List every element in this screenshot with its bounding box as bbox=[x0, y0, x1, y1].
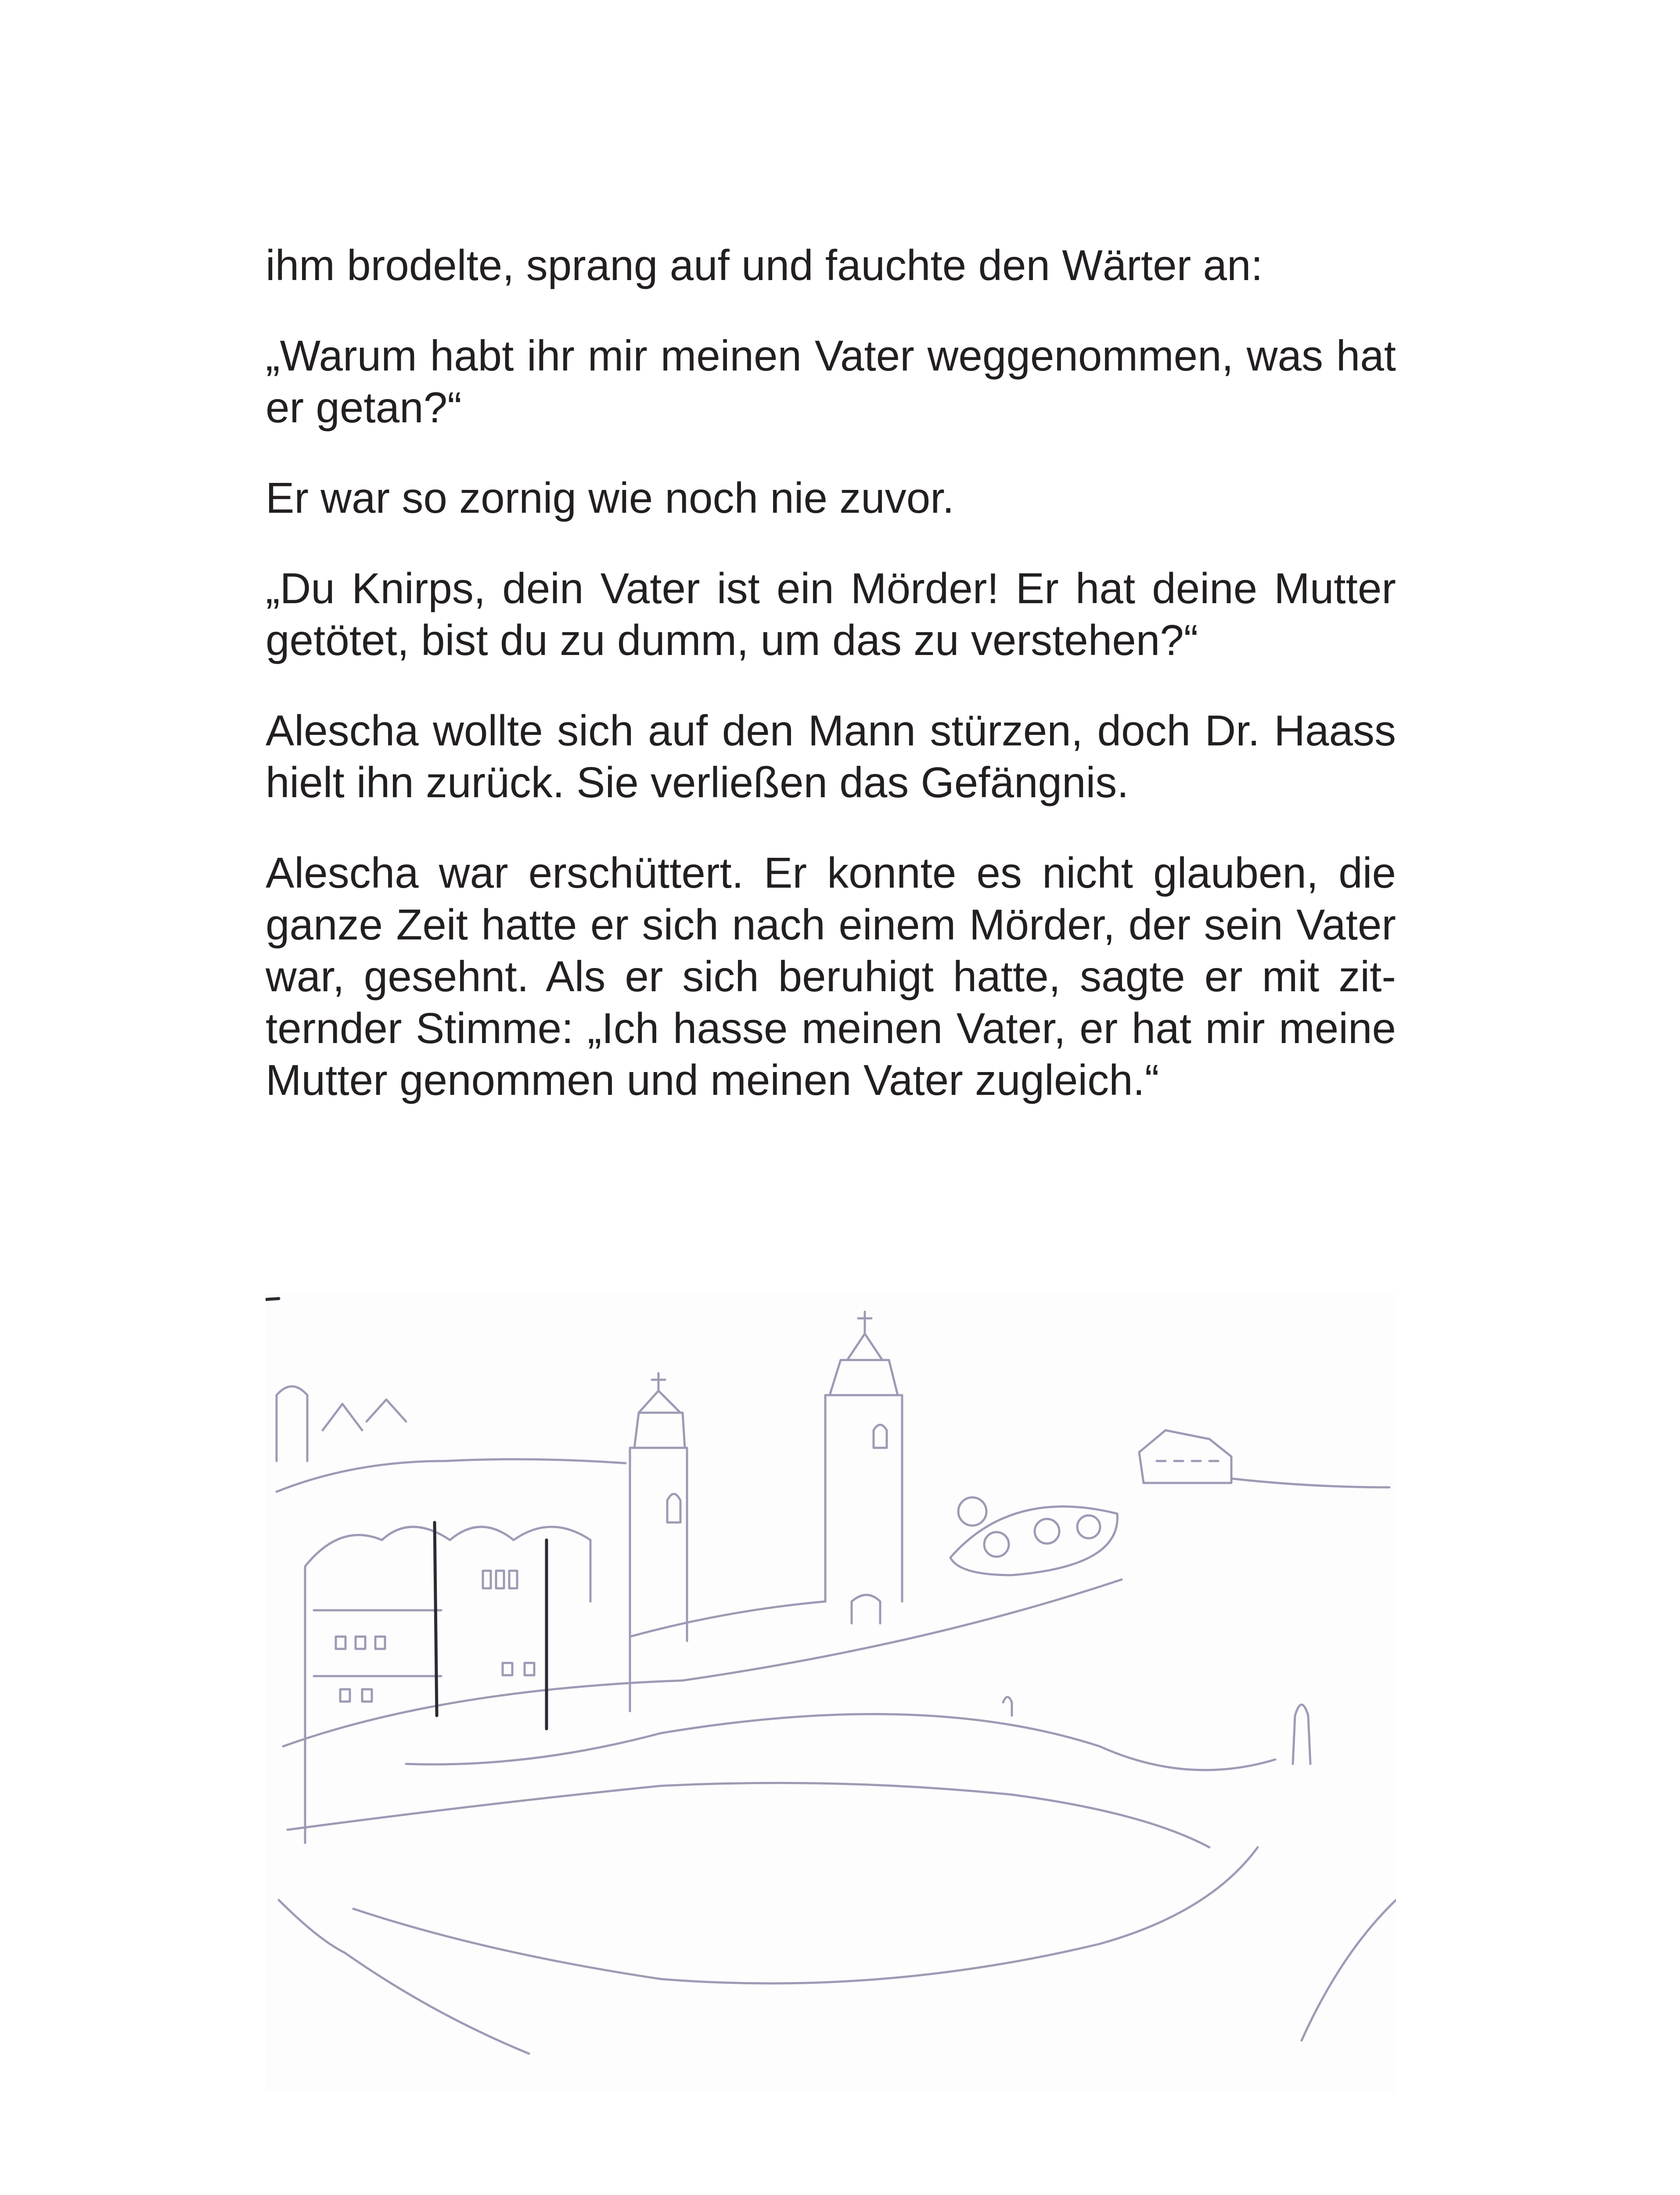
pencil-drawing-illustration bbox=[266, 1294, 1396, 2093]
window bbox=[375, 1637, 385, 1649]
body-text bbox=[266, 239, 1396, 1144]
right-slope bbox=[1302, 1900, 1396, 2040]
bridge bbox=[1231, 1479, 1389, 1487]
left-slope bbox=[279, 1900, 529, 2054]
ground-line bbox=[288, 1783, 1209, 1847]
tower-door bbox=[852, 1595, 880, 1623]
castle-wall bbox=[277, 1459, 626, 1492]
left-tower bbox=[277, 1386, 307, 1461]
window bbox=[336, 1637, 345, 1649]
left-gables bbox=[323, 1400, 406, 1430]
castle-drawing bbox=[266, 1294, 1396, 2093]
right-tower-roof bbox=[830, 1334, 898, 1395]
right-tower bbox=[825, 1395, 902, 1601]
bush bbox=[958, 1497, 986, 1526]
window bbox=[525, 1663, 534, 1675]
paragraph-1: ihm brodelte, sprang auf und fauchte den Wärter an: bbox=[266, 241, 1263, 289]
lake-edge bbox=[353, 1847, 1258, 1983]
window bbox=[362, 1689, 372, 1702]
bush bbox=[984, 1532, 1009, 1557]
wall-to-tower bbox=[630, 1601, 825, 1637]
tower-window bbox=[874, 1425, 887, 1448]
window bbox=[356, 1637, 365, 1649]
right-cross bbox=[858, 1312, 871, 1334]
bush bbox=[1035, 1519, 1059, 1544]
window bbox=[483, 1571, 491, 1588]
hill-line bbox=[283, 1580, 1122, 1746]
far-building bbox=[1139, 1430, 1231, 1483]
middle-tower-roof bbox=[634, 1391, 685, 1448]
paragraph-3: Er war so zornig wie noch nie zuvor. bbox=[266, 474, 954, 522]
bush bbox=[1077, 1515, 1100, 1538]
window bbox=[340, 1689, 350, 1702]
paragraph-5: Alescha wollte sich auf den Mann stürzen, doch Dr. Haass hielt ihn zurück. Sie verließen das Gefängnis. bbox=[266, 706, 1396, 806]
tower-window bbox=[667, 1494, 680, 1522]
middle-tower bbox=[630, 1448, 687, 1711]
paragraph-6: Alescha war erschüttert. Er konnte es nicht glauben, die ganze Zeit hatte er sich nach einem Mörder, der sein Vater war, gesehnt. Als er sich beruhigt hatte, sagte er mit zitternder Stimme: „Ich hasse meinen Vater, er hat mir meine Mutter genommen und meinen Vater zugleich.“ bbox=[266, 849, 1396, 1104]
small-figure bbox=[1003, 1697, 1012, 1716]
window bbox=[503, 1663, 512, 1675]
window bbox=[509, 1571, 517, 1588]
middle-cross bbox=[652, 1373, 665, 1391]
path-line bbox=[406, 1714, 1275, 1770]
figure bbox=[1293, 1705, 1310, 1764]
building-lines bbox=[314, 1610, 441, 1676]
paragraph-4: „Du Knirps, dein Vater ist ein Mörder! Er hat deine Mutter getötet, bist du zu dumm, um das zu verstehen?“ bbox=[266, 564, 1396, 664]
dark-line bbox=[435, 1522, 437, 1716]
paragraph-2: „Warum habt ihr mir meinen Vater weggenommen, was hat er getan?“ bbox=[266, 331, 1396, 432]
window bbox=[496, 1571, 504, 1588]
